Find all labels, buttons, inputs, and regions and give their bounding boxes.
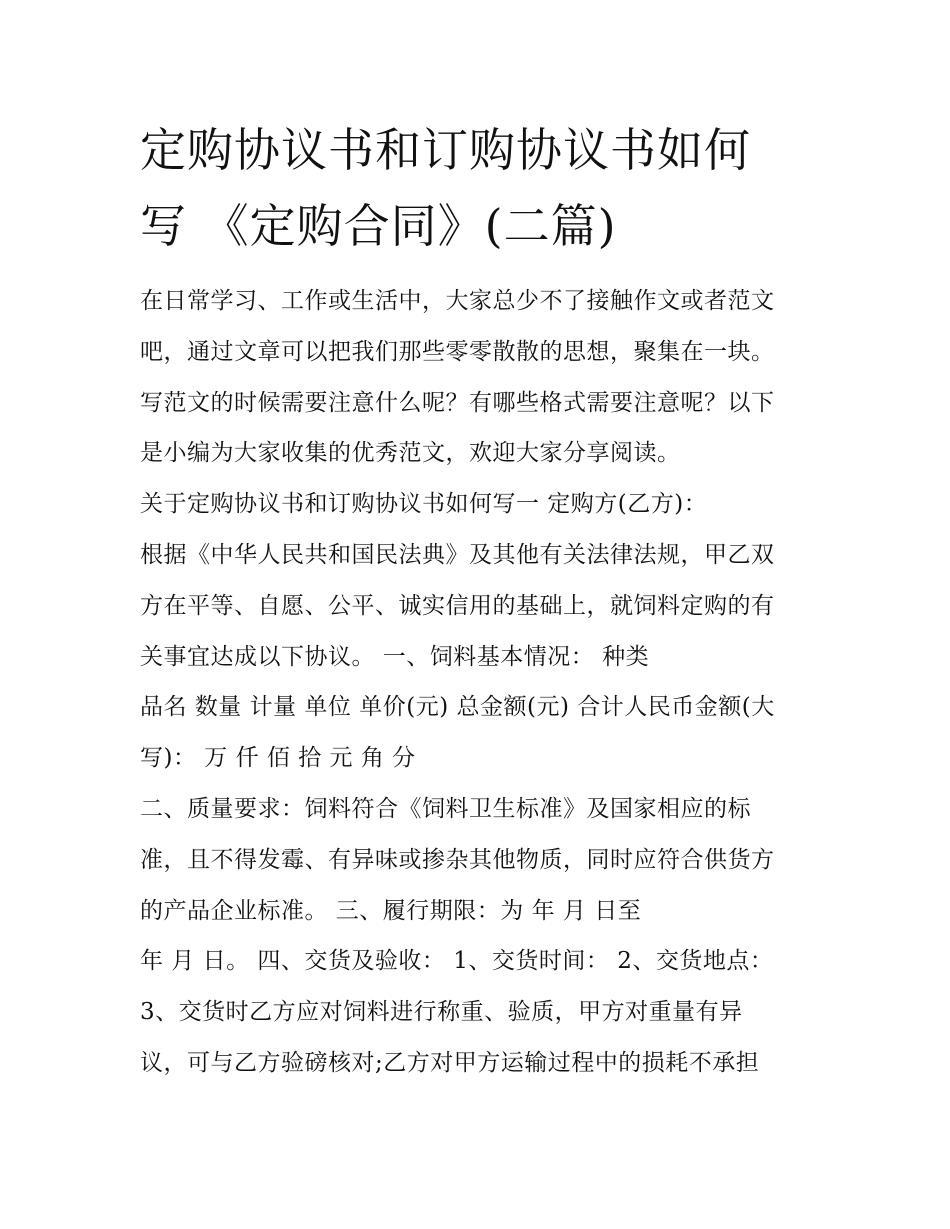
body-line: 在日常学习、工作或生活中，大家总少不了接触作文或者范文: [140, 288, 775, 314]
body-line: 吧，通过文章可以把我们那些零零散散的思想，聚集在一块。: [140, 338, 775, 365]
title-line-1: 定购协议书和订购协议书如何: [140, 123, 751, 177]
body-line: 年 月 日。 四、交货及验收： 1、交货时间： 2、交货地点：: [140, 948, 774, 975]
title-line-2: 写 《定购合同》(二篇): [140, 199, 617, 253]
body-line: 是小编为大家收集的优秀范文，欢迎大家分享阅读。: [140, 440, 681, 467]
body-line: 关事宜达成以下协议。 一、饲料基本情况： 种类: [140, 643, 650, 670]
body-line: 写范文的时候需要注意什么呢？有哪些格式需要注意呢？以下: [140, 389, 775, 416]
body-line: 的产品企业标准。 三、履行期限：为 年 月 日至: [140, 897, 642, 924]
body-line: 关于定购协议书和订购协议书如何写一 定购方(乙方)：: [140, 491, 708, 518]
body-line: 写)： 万 仟 佰 拾 元 角 分: [140, 745, 416, 772]
document-body: [140, 276, 830, 1089]
body-line: 方在平等、自愿、公平、诚实信用的基础上，就饲料定购的有: [140, 592, 775, 619]
body-line: 品名 数量 计量 单位 单价(元) 总金额(元) 合计人民币金额(大: [140, 694, 775, 721]
body-line: 二、质量要求：饲料符合《饲料卫生标准》及国家相应的标: [140, 795, 751, 822]
body-line: 3、交货时乙方应对饲料进行称重、验质，甲方对重量有异: [140, 999, 743, 1026]
document-title: [140, 112, 820, 264]
body-line: 准，且不得发霉、有异味或掺杂其他物质，同时应符合供货方: [140, 846, 775, 873]
body-line: 根据《中华人民共和国民法典》及其他有关法律法规，甲乙双: [140, 541, 775, 568]
body-line: 议，可与乙方验磅核对;乙方对甲方运输过程中的损耗不承担: [140, 1049, 760, 1076]
